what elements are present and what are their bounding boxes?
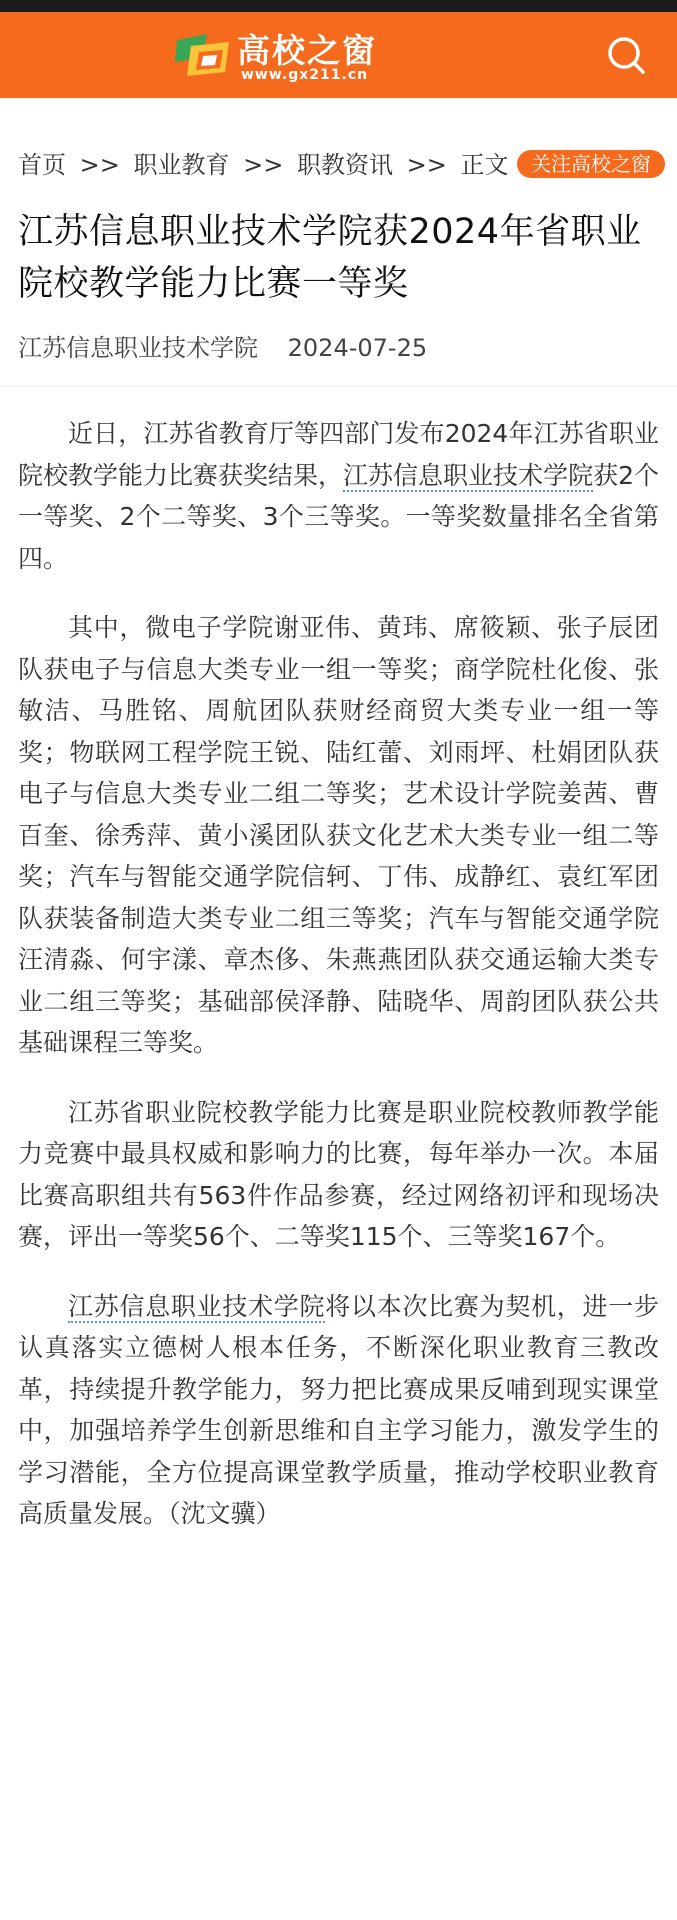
status-strip: [0, 0, 677, 12]
article-paragraph-2: 其中，微电子学院谢亚伟、黄玮、席筱颖、张子辰团队获电子与信息大类专业一组一等奖；商学院杜化俊、张敏洁、马胜铭、周航团队获财经商贸大类专业一组一等奖；物联网工程学院王锐、陆红蕾、刘雨坪、杜娟团队获电子与信息大类专业二组二等奖；艺术设计学院姜茜、曹百奎、徐秀萍、黄小溪团队获文化艺术大类专业一组二等奖；汽车与智能交通学院信轲、丁伟、成静红、袁红军团队获装备制造大类专业二组三等奖；汽车与智能交通学院汪清淼、何宇漾、章杰侈、朱燕燕团队获交通运输大类专业二组三等奖；基础部侯泽静、陆晓华、周韵团队获公共基础课程三等奖。: [18, 613, 659, 1057]
breadcrumb-current: 正文: [460, 151, 509, 179]
paragraph-text: 近日，江苏省教育厅等四部门发布2024年江苏省职业院校教学能力比赛获奖结果，: [18, 419, 659, 490]
site-header: [0, 12, 677, 98]
breadcrumb-separator: >>: [243, 151, 284, 179]
paragraph-text: 将以本次比赛为契机，进一步认真落实立德树人根本任务，不断深化职业教育三教改革，持续提升教学能力，努力把比赛成果反哺到现实课堂中，加强培养学生创新思维和自主学习能力，激发学生的学习潜能，全方位提高课堂教学质量，推动学校职业教育高质量发展。（沈文骥）: [18, 1291, 659, 1528]
breadcrumb-row: [18, 150, 659, 180]
breadcrumb-home[interactable]: 首页: [18, 151, 66, 179]
follow-button[interactable]: 关注高校之窗: [517, 150, 665, 178]
breadcrumb: [18, 151, 509, 179]
breadcrumb-separator: >>: [79, 151, 120, 179]
article-body: [18, 413, 659, 1535]
school-link[interactable]: 江苏信息职业技术学院: [68, 1291, 326, 1321]
breadcrumb-vocational-education[interactable]: 职业教育: [133, 151, 230, 179]
article-source: 江苏信息职业技术学院: [18, 334, 258, 362]
article-paragraph-1: [18, 413, 659, 579]
article-title: 江苏信息职业技术学院获2024年省职业院校教学能力比赛一等奖: [18, 212, 642, 304]
article-paragraph-4: [18, 1286, 659, 1535]
article-meta: [18, 332, 659, 364]
logo-title: 高校之窗: [237, 31, 377, 70]
search-icon: [605, 34, 647, 76]
gx211-logo-icon: [173, 32, 235, 80]
logo-url: www.gx211.cn: [241, 67, 369, 83]
article-date: 2024-07-25: [287, 334, 428, 362]
school-link[interactable]: 江苏信息职业技术学院: [343, 460, 594, 490]
site-logo[interactable]: [173, 26, 413, 86]
search-button[interactable]: [605, 34, 647, 76]
breadcrumb-vocational-news[interactable]: 职教资讯: [297, 151, 393, 179]
article-paragraph-3: 江苏省职业院校教学能力比赛是职业院校教师教学能力竞赛中最具权威和影响力的比赛，每年举办一次。本届比赛高职组共有563件作品参赛，经过网络初评和现场决赛，评出一等奖56个、二等奖115个、三等奖167个。: [18, 1097, 659, 1251]
divider: [0, 386, 677, 387]
paragraph-text: 获2个一等奖、2个二等奖、3个三等奖。一等奖数量排名全省第四。: [18, 460, 659, 573]
main-content: [0, 150, 677, 1535]
breadcrumb-separator: >>: [406, 151, 447, 179]
